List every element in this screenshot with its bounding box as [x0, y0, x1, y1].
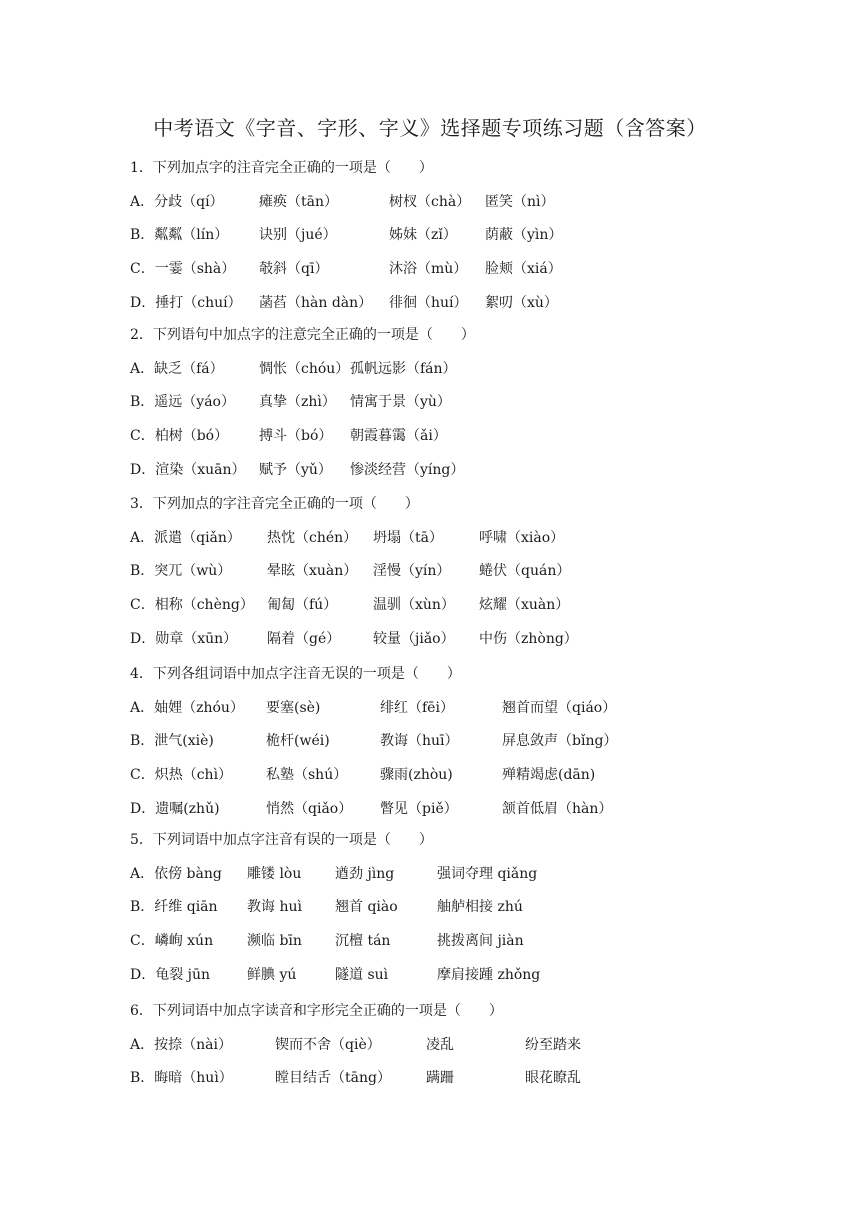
option-item: 坍塌（tā）	[373, 530, 443, 546]
option-item: 桅杆(wéi)	[266, 733, 330, 749]
option-item: D．捶打（chuí）	[130, 295, 242, 311]
option-item: 呼啸（xiào）	[479, 530, 565, 546]
option-item: C．柏树（bó）	[130, 428, 229, 444]
option-item: 较量（jiǎo）	[373, 631, 455, 647]
question-stem: 2．下列语句中加点字的注意完全正确的一项是（ ）	[130, 327, 475, 343]
option-item: D．渲染（xuān）	[130, 462, 246, 478]
option-item: 绯红（fēi）	[380, 700, 454, 716]
option-item: 鲜腆 yú	[247, 967, 297, 983]
option-item: 情寓于景（yù）	[350, 394, 451, 410]
option-item: D．龟裂 jūn	[130, 967, 211, 983]
option-item: A．妯娌（zhóu）	[130, 700, 244, 716]
option-item: 雕镂 lòu	[247, 866, 302, 882]
option-item: C．相称（chèng）	[130, 597, 254, 613]
option-item: B．粼粼（lín）	[130, 227, 229, 243]
option-item: D．勋章（xūn）	[130, 631, 238, 647]
option-item: 翘首 qiào	[335, 899, 398, 915]
option-item: B．晦暗（huì）	[130, 1070, 233, 1086]
option-item: 姊妹（zǐ）	[389, 227, 457, 243]
option-item: 淫慢（yín）	[373, 563, 451, 579]
option-item: C．一霎（shà）	[130, 261, 236, 277]
option-item: 挑拨离间 jiàn	[437, 933, 524, 949]
option-item: A．按捺（nài）	[130, 1037, 232, 1053]
option-item: 遒劲 jìng	[335, 866, 395, 882]
option-item: 隔着（gé）	[267, 631, 341, 647]
option-item: 蜷伏（quán）	[479, 563, 571, 579]
option-item: 树杈（chà）	[389, 194, 471, 210]
option-item: 锲而不舍（qiè）	[275, 1037, 381, 1053]
option-item: 热忱（chén）	[267, 530, 358, 546]
option-item: 翘首而望（qiáo）	[502, 700, 617, 716]
option-item: 匍匐（fú）	[267, 597, 338, 613]
option-item: 诀别（jué）	[259, 227, 337, 243]
option-item: C．嶙峋 xún	[130, 933, 214, 949]
option-item: 荫蔽（yìn）	[485, 227, 563, 243]
option-item: 沐浴（mù）	[389, 261, 468, 277]
document-title: 中考语文《字音、字形、字义》选择题专项练习题（含答案）	[153, 116, 707, 140]
option-item: 眼花瞭乱	[525, 1070, 581, 1086]
question-stem: 3．下列加点的字注音完全正确的一项（ ）	[130, 496, 419, 512]
option-item: 惨淡经营（yíng）	[350, 462, 465, 478]
option-item: 真挚（zhì）	[259, 394, 336, 410]
option-item: 悄然（qiǎo）	[266, 801, 353, 817]
option-item: 骤雨(zhòu)	[380, 767, 453, 783]
option-item: 屏息敛声（bǐng）	[502, 733, 618, 749]
option-item: 隧道 suì	[335, 967, 389, 983]
option-item: 强词夺理 qiǎng	[437, 866, 538, 882]
option-item: 舳舻相接 zhú	[437, 899, 523, 915]
option-item: 孤帆远影（fán）	[350, 361, 457, 377]
option-item: A．缺乏（fá）	[130, 361, 224, 377]
option-item: 温驯（xùn）	[373, 597, 455, 613]
option-item: 摩肩接踵 zhǒng	[437, 967, 541, 983]
option-item: 教诲（huī）	[380, 733, 459, 749]
option-item: 濒临 bīn	[247, 933, 302, 949]
option-item: 颔首低眉（hàn）	[502, 801, 613, 817]
option-item: 教诲 huì	[247, 899, 302, 915]
option-item: A．派遣（qiǎn）	[130, 530, 241, 546]
option-item: 搏斗（bó）	[259, 428, 333, 444]
question-stem: 6．下列词语中加点字读音和字形完全正确的一项是（ ）	[130, 1003, 503, 1019]
option-item: B．纤维 qiān	[130, 899, 218, 915]
option-item: 赋予（yǔ）	[259, 462, 332, 478]
option-item: 蹒跚	[426, 1070, 454, 1086]
option-item: 要塞(sè)	[266, 700, 321, 716]
option-item: 瘫痪（tān）	[259, 194, 338, 210]
option-item: C．炽热（chì）	[130, 767, 233, 783]
option-item: A．分歧（qí）	[130, 194, 224, 210]
option-item: 菡萏（hàn dàn）	[259, 295, 373, 311]
option-item: 晕眩（xuàn）	[267, 563, 358, 579]
option-item: 沉檀 tán	[335, 933, 391, 949]
option-item: 瞠目结舌（tāng）	[275, 1070, 391, 1086]
option-item: B．泄气(xiè)	[130, 733, 214, 749]
question-stem: 1．下列加点字的注音完全正确的一项是（ ）	[130, 160, 433, 176]
option-item: 中伤（zhòng）	[479, 631, 578, 647]
option-item: 徘徊（huí）	[389, 295, 468, 311]
option-item: A．依傍 bàng	[130, 866, 222, 882]
option-item: 炫耀（xuàn）	[479, 597, 570, 613]
option-item: 朝霞暮霭（ǎi）	[350, 428, 447, 444]
option-item: 匿笑（nì）	[485, 194, 555, 210]
option-item: 絮叨（xù）	[485, 295, 558, 311]
option-item: 惆怅（chóu）	[259, 361, 350, 377]
question-stem: 4．下列各组词语中加点字注音无误的一项是（ ）	[130, 666, 461, 682]
option-item: 脸颊（xiá）	[485, 261, 562, 277]
option-item: 凌乱	[426, 1037, 454, 1053]
option-item: B．突兀（wù）	[130, 563, 232, 579]
option-item: 瞥见（piě）	[380, 801, 458, 817]
option-item: 私塾（shú）	[266, 767, 348, 783]
question-stem: 5．下列词语中加点字注音有误的一项是（ ）	[130, 832, 433, 848]
option-item: 攲斜（qī）	[259, 261, 329, 277]
option-item: B．遥远（yáo）	[130, 394, 235, 410]
option-item: 殚精竭虑(dān)	[502, 767, 596, 783]
option-item: 纷至踏来	[525, 1037, 581, 1053]
option-item: D．遗嘱(zhǔ)	[130, 801, 220, 817]
